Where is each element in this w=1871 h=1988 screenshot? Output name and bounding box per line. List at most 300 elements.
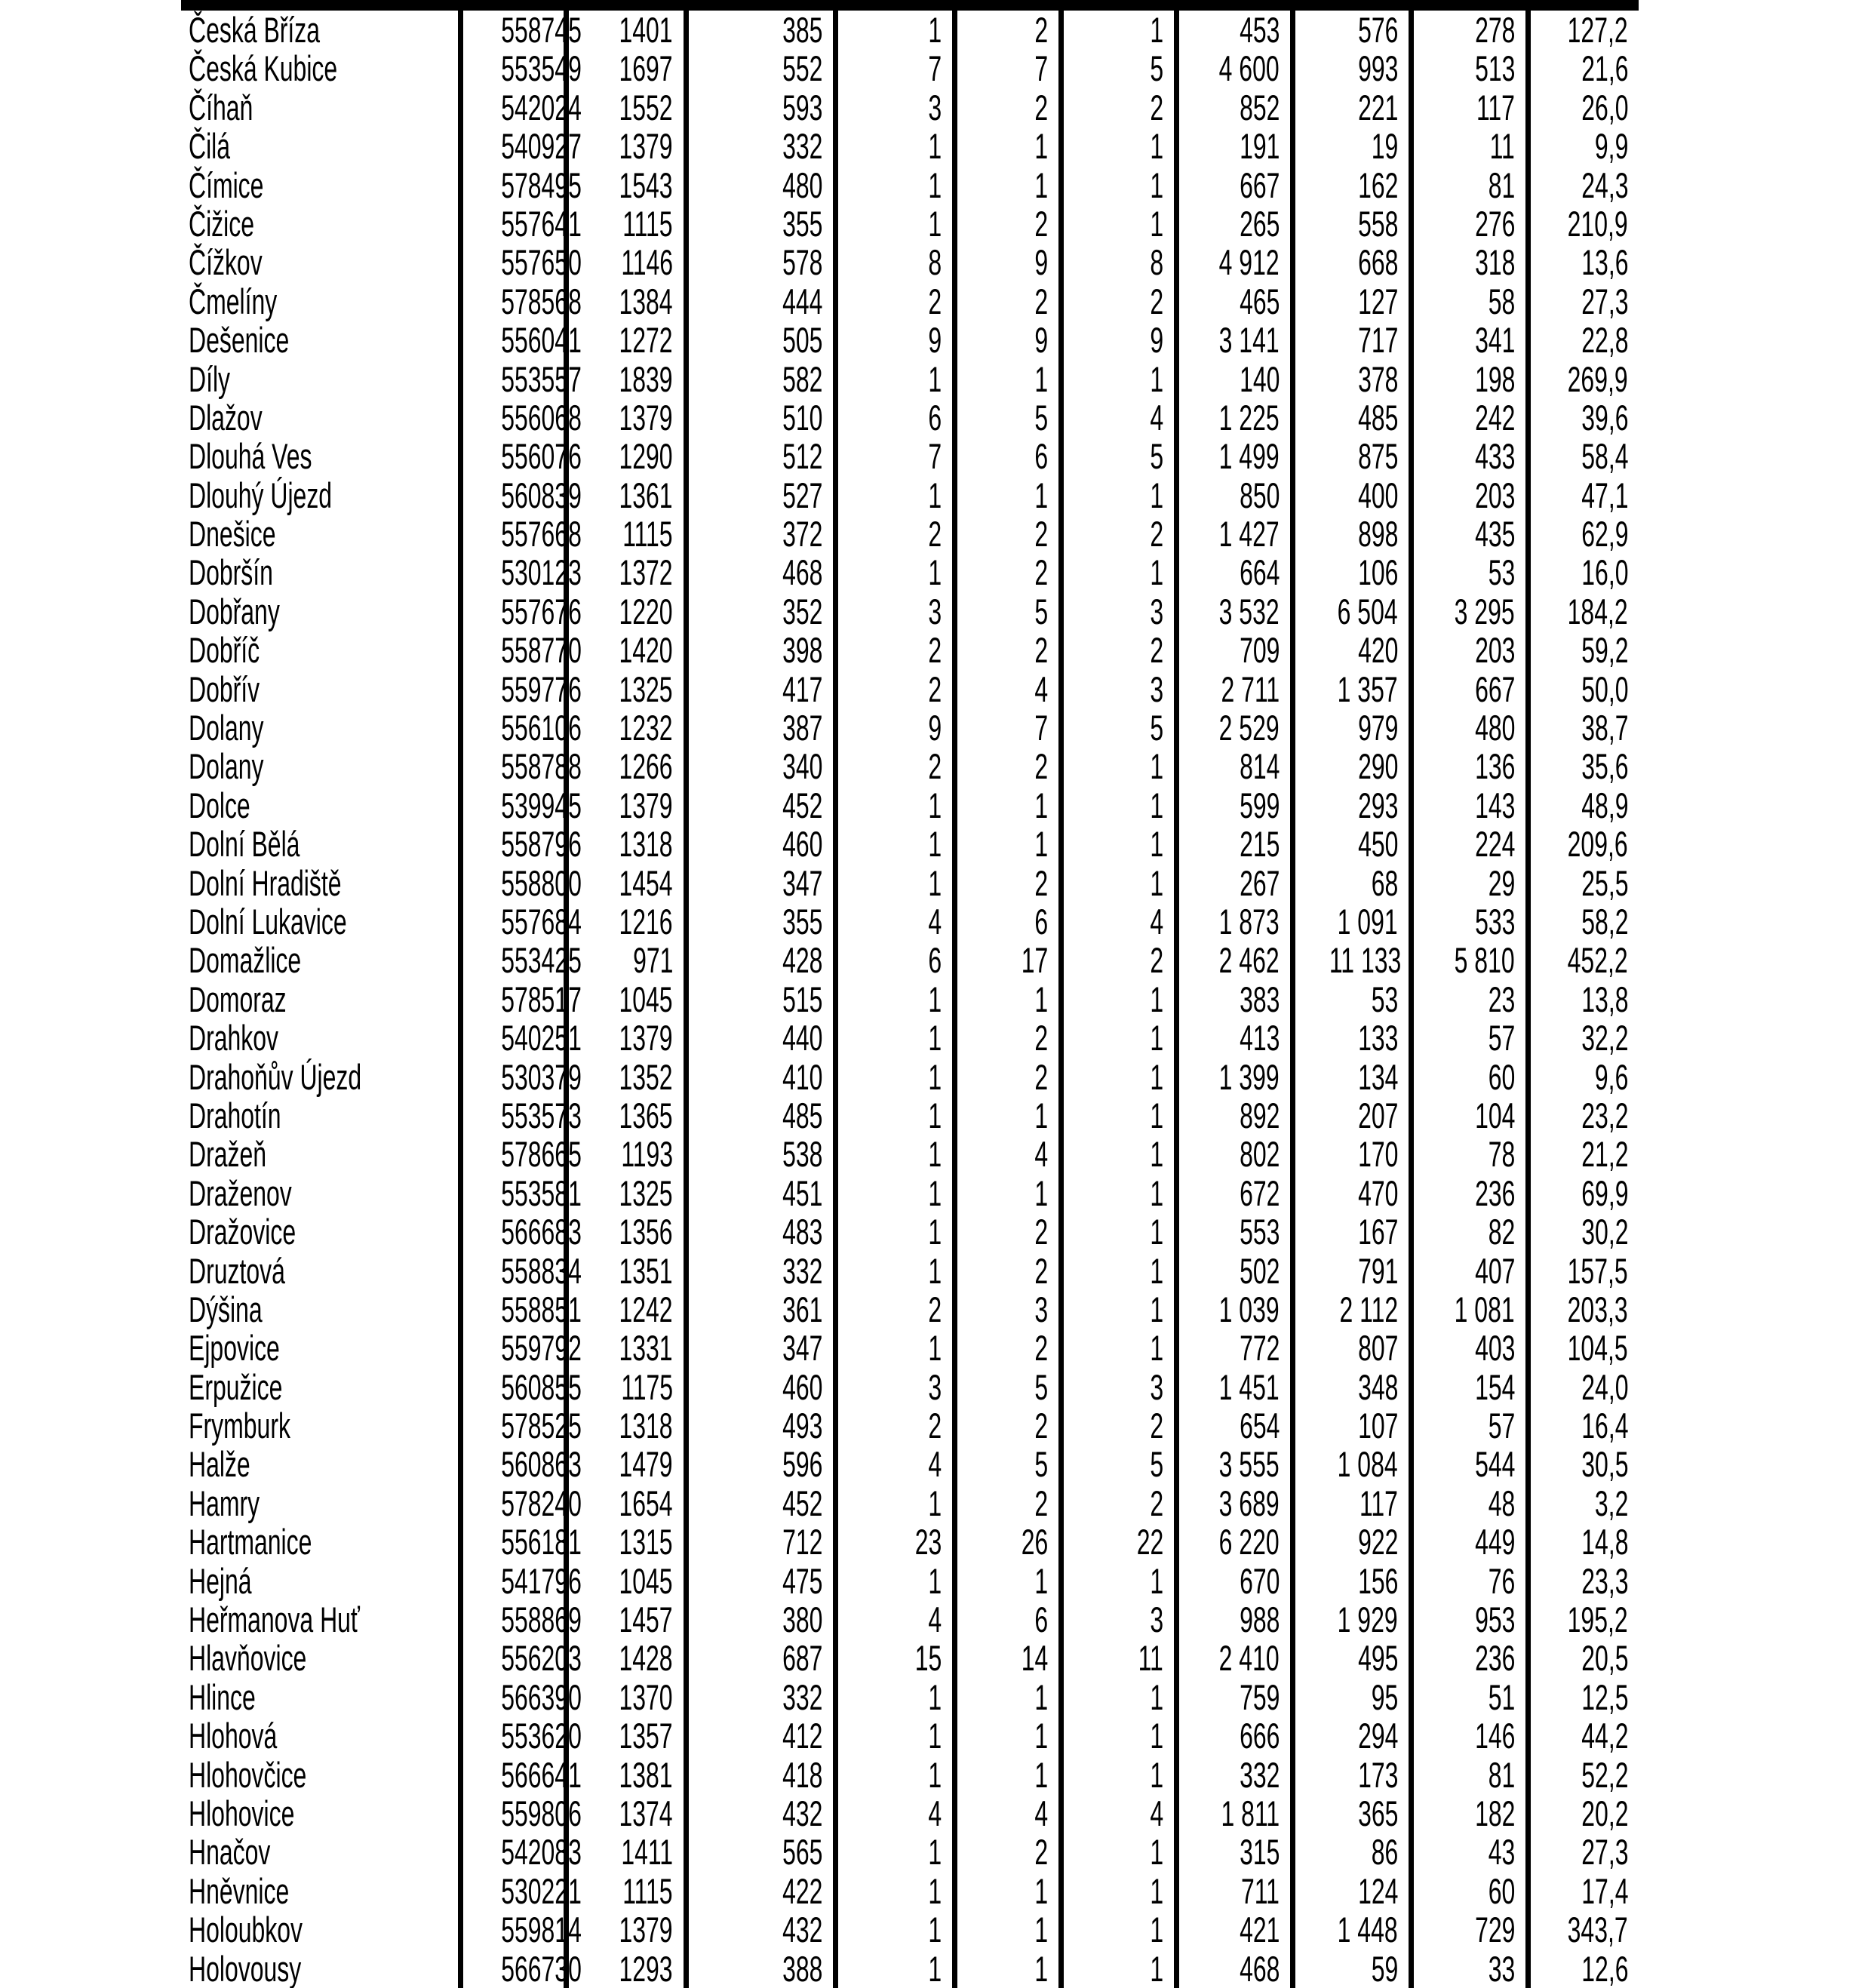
table-row — [181, 902, 1639, 941]
value-cell — [458, 979, 582, 1019]
municipality-name: Dlažov — [189, 397, 263, 438]
value-cell — [458, 824, 582, 865]
cell-value: 385 — [782, 10, 822, 50]
municipality-name: Druztová — [189, 1250, 285, 1291]
cell-value: 68 — [1371, 862, 1398, 903]
cell-value: 1411 — [621, 1832, 673, 1873]
value-cell — [1409, 631, 1525, 669]
municipality-name-cell — [181, 49, 458, 88]
value-cell — [564, 476, 684, 515]
cell-value: 278 — [1474, 10, 1515, 50]
value-cell — [1525, 1910, 1639, 1949]
table-row — [181, 825, 1639, 863]
value-cell — [952, 127, 1058, 165]
cell-value: 470 — [1357, 1172, 1398, 1213]
value-cell — [1058, 515, 1174, 553]
cell-value: 1 — [928, 10, 942, 50]
value-cell — [684, 1252, 833, 1290]
cell-value: 1428 — [619, 1638, 673, 1679]
cell-value: 1 — [928, 1870, 942, 1911]
municipality-name: Dobříč — [189, 630, 260, 671]
value-cell — [1409, 1368, 1525, 1406]
value-cell — [1525, 1833, 1639, 1871]
value-cell — [1409, 1950, 1525, 1988]
cell-value: 12,5 — [1581, 1676, 1628, 1717]
value-cell — [1058, 1212, 1174, 1251]
table-row — [181, 1096, 1639, 1135]
cell-value: 9 — [928, 320, 942, 361]
cell-value: 154 — [1474, 1366, 1515, 1407]
municipality-name: Dobřany — [189, 591, 280, 631]
cell-value: 3,2 — [1594, 1483, 1628, 1523]
municipality-name-cell — [181, 708, 458, 747]
municipality-name-cell — [181, 127, 458, 165]
value-cell — [1290, 902, 1409, 941]
cell-value: 293 — [1357, 785, 1398, 825]
value-cell — [1525, 515, 1639, 553]
value-cell — [1290, 553, 1409, 591]
cell-value: 1 — [1150, 1560, 1163, 1601]
value-cell — [1174, 1135, 1290, 1173]
value-cell — [684, 1329, 833, 1367]
value-cell — [1409, 1910, 1525, 1949]
value-cell — [1525, 1872, 1639, 1910]
cell-value: 1 — [1150, 785, 1163, 825]
cell-value: 729 — [1474, 1910, 1515, 1950]
cell-value: 361 — [782, 1289, 822, 1329]
value-cell — [564, 1678, 684, 1716]
value-cell — [952, 1096, 1058, 1135]
value-cell — [1525, 1135, 1639, 1173]
value-cell — [1525, 1445, 1639, 1483]
value-cell — [1409, 1135, 1525, 1173]
municipality-name: Drahoňův Újezd — [189, 1056, 362, 1097]
value-cell — [458, 1522, 582, 1562]
value-cell — [1058, 1910, 1174, 1949]
cell-value: 558770 — [501, 630, 582, 671]
value-cell — [1290, 670, 1409, 708]
value-cell — [952, 1290, 1058, 1329]
cell-value: 27,3 — [1581, 281, 1628, 321]
cell-value: 444 — [782, 281, 822, 321]
value-cell — [684, 321, 833, 359]
cell-value: 2 — [928, 630, 942, 671]
cell-value: 9 — [1034, 242, 1048, 283]
cell-value: 4 — [1034, 668, 1048, 709]
cell-value: 1 — [1034, 785, 1048, 825]
value-cell — [564, 1716, 684, 1755]
value-cell — [684, 1096, 833, 1135]
cell-value: 9,6 — [1594, 1056, 1628, 1097]
table-row — [181, 708, 1639, 747]
value-cell — [1409, 980, 1525, 1019]
cell-value: 2 — [1034, 552, 1048, 593]
cell-value: 1 448 — [1338, 1910, 1398, 1950]
cell-value: 2 — [1034, 1832, 1048, 1873]
cell-value: 1 — [1150, 1948, 1163, 1988]
value-cell — [1409, 864, 1525, 902]
cell-value: 578495 — [501, 164, 582, 205]
cell-value: 1216 — [619, 901, 673, 942]
cell-value: 553573 — [501, 1095, 582, 1135]
value-cell — [1525, 747, 1639, 785]
value-cell — [564, 708, 684, 747]
cell-value: 553 — [1239, 1212, 1280, 1252]
value-cell — [833, 398, 952, 437]
cell-value: 483 — [782, 1212, 822, 1252]
value-cell — [1290, 1406, 1409, 1445]
value-cell — [833, 631, 952, 669]
cell-value: 566730 — [501, 1948, 582, 1988]
municipality-name-cell — [181, 1794, 458, 1833]
municipality-name-cell — [181, 437, 458, 475]
cell-value: 17,4 — [1581, 1870, 1628, 1911]
value-cell — [1290, 1600, 1409, 1639]
cell-value: 1 — [928, 1754, 942, 1795]
value-cell — [458, 1716, 582, 1756]
municipality-name-cell — [181, 980, 458, 1019]
table-row — [181, 88, 1639, 127]
value-cell — [833, 11, 952, 49]
municipality-name-cell — [181, 243, 458, 281]
value-cell — [458, 591, 582, 631]
cell-value: 1365 — [619, 1095, 673, 1135]
value-cell — [1525, 282, 1639, 321]
value-cell — [1525, 1678, 1639, 1716]
cell-value: 2 — [1034, 203, 1048, 244]
cell-value: 3 — [928, 1366, 942, 1407]
value-cell — [952, 1174, 1058, 1212]
table-row — [181, 515, 1639, 553]
value-cell — [1525, 437, 1639, 475]
cell-value: 1352 — [619, 1056, 673, 1097]
municipality-name: Dnešice — [189, 514, 276, 555]
cell-value: 372 — [782, 514, 822, 555]
value-cell — [1174, 127, 1290, 165]
value-cell — [1409, 398, 1525, 437]
cell-value: 143 — [1474, 785, 1515, 825]
cell-value: 5 810 — [1455, 940, 1515, 981]
value-cell — [952, 1252, 1058, 1290]
cell-value: 387 — [782, 708, 822, 748]
cell-value: 2 — [1034, 1056, 1048, 1097]
cell-value: 7 — [928, 48, 942, 89]
value-cell — [833, 864, 952, 902]
value-cell — [1058, 902, 1174, 941]
cell-value: 6 504 — [1338, 591, 1398, 631]
cell-value: 1 — [928, 1560, 942, 1601]
cell-value: 1 — [1150, 358, 1163, 399]
value-cell — [1058, 1872, 1174, 1910]
municipality-name: Draženov — [189, 1172, 292, 1213]
value-cell — [1058, 1833, 1174, 1871]
value-cell — [1174, 980, 1290, 1019]
municipality-name: Dolní Hradiště — [189, 862, 342, 903]
cell-value: 2 — [1150, 1406, 1163, 1446]
cell-value: 1384 — [619, 281, 673, 321]
value-cell — [1058, 1019, 1174, 1057]
value-cell — [684, 1058, 833, 1096]
cell-value: 60 — [1488, 1870, 1515, 1911]
cell-value: 315 — [1239, 1832, 1280, 1873]
value-cell — [1174, 864, 1290, 902]
value-cell — [684, 902, 833, 941]
value-cell — [458, 1212, 582, 1252]
value-cell — [1058, 1329, 1174, 1367]
cell-value: 850 — [1239, 475, 1280, 515]
cell-value: 157,5 — [1568, 1250, 1628, 1291]
table-row — [181, 1756, 1639, 1794]
value-cell — [1058, 360, 1174, 398]
value-cell — [1409, 1212, 1525, 1251]
value-cell — [684, 360, 833, 398]
value-cell — [833, 1290, 952, 1329]
value-cell — [952, 864, 1058, 902]
cell-value: 48 — [1488, 1483, 1515, 1523]
cell-value: 19 — [1371, 126, 1398, 167]
value-cell — [1409, 1252, 1525, 1290]
cell-value: 1 — [928, 164, 942, 205]
table-row — [181, 398, 1639, 437]
value-cell — [684, 1174, 833, 1212]
cell-value: 133 — [1357, 1018, 1398, 1059]
municipality-name-cell — [181, 1406, 458, 1445]
value-cell — [952, 1562, 1058, 1600]
cell-value: 26 — [1021, 1522, 1048, 1562]
value-cell — [1174, 1329, 1290, 1367]
cell-value: 7 — [928, 436, 942, 477]
value-cell — [1290, 1716, 1409, 1755]
cell-value: 1370 — [619, 1676, 673, 1717]
value-cell — [458, 552, 582, 593]
cell-value: 451 — [782, 1172, 822, 1213]
value-cell — [1409, 1562, 1525, 1600]
table-row — [181, 437, 1639, 475]
table-row — [181, 321, 1639, 359]
value-cell — [1290, 708, 1409, 747]
value-cell — [564, 1096, 684, 1135]
value-cell — [458, 1095, 582, 1135]
table-row — [181, 1019, 1639, 1057]
value-cell — [458, 1289, 582, 1329]
cell-value: 3 — [1150, 1366, 1163, 1407]
municipality-name-cell — [181, 670, 458, 708]
value-cell — [1058, 1794, 1174, 1833]
value-cell — [564, 398, 684, 437]
value-cell — [564, 941, 684, 979]
municipality-name: Hlohovčice — [189, 1754, 307, 1795]
value-cell — [1058, 825, 1174, 863]
value-cell — [458, 203, 582, 244]
value-cell — [564, 1756, 684, 1794]
value-cell — [564, 1329, 684, 1367]
cell-value: 6 220 — [1219, 1522, 1280, 1562]
cell-value: 1 — [928, 1832, 942, 1873]
value-cell — [833, 1135, 952, 1173]
value-cell — [1174, 1484, 1290, 1522]
cell-value: 2 — [1034, 1328, 1048, 1369]
value-cell — [1525, 631, 1639, 669]
cell-value: 667 — [1474, 668, 1515, 709]
cell-value: 1 399 — [1219, 1056, 1280, 1097]
municipality-name: Hlavňovice — [189, 1638, 307, 1679]
cell-value: 59,2 — [1581, 630, 1628, 671]
cell-value: 558800 — [501, 862, 582, 903]
value-cell — [458, 436, 582, 477]
value-cell — [564, 1212, 684, 1251]
cell-value: 2 — [1034, 1018, 1048, 1059]
cell-value: 1115 — [622, 1870, 673, 1911]
table-row — [181, 49, 1639, 88]
cell-value: 475 — [782, 1560, 822, 1601]
value-cell — [833, 88, 952, 127]
cell-value: 332 — [782, 126, 822, 167]
value-cell — [1290, 1329, 1409, 1367]
cell-value: 814 — [1239, 746, 1280, 787]
cell-value: 2 — [928, 281, 942, 321]
cell-value: 276 — [1474, 203, 1515, 244]
cell-value: 1351 — [619, 1250, 673, 1291]
value-cell — [1409, 1290, 1525, 1329]
value-cell — [1290, 1445, 1409, 1483]
value-cell — [833, 1252, 952, 1290]
value-cell — [458, 1870, 582, 1911]
cell-value: 1 — [928, 1134, 942, 1175]
value-cell — [1174, 747, 1290, 785]
value-cell — [564, 786, 684, 825]
value-cell — [1290, 1368, 1409, 1406]
cell-value: 2 462 — [1219, 940, 1280, 981]
cell-value: 1 — [928, 785, 942, 825]
value-cell — [1290, 1872, 1409, 1910]
municipality-name-cell — [181, 88, 458, 127]
value-cell — [952, 1368, 1058, 1406]
municipality-name: Holoubkov — [189, 1910, 303, 1950]
value-cell — [1058, 1406, 1174, 1445]
cell-value: 355 — [782, 901, 822, 942]
cell-value: 3 532 — [1219, 591, 1280, 631]
value-cell — [1409, 282, 1525, 321]
value-cell — [952, 1678, 1058, 1716]
value-cell — [564, 360, 684, 398]
value-cell — [684, 127, 833, 165]
cell-value: 1325 — [619, 668, 673, 709]
cell-value: 3 — [928, 591, 942, 631]
cell-value: 2 — [1034, 87, 1048, 128]
table-row — [181, 1290, 1639, 1329]
value-cell — [1058, 243, 1174, 281]
value-cell — [833, 1368, 952, 1406]
value-cell — [1409, 360, 1525, 398]
cell-value: 759 — [1239, 1676, 1280, 1717]
cell-value: 1115 — [622, 514, 673, 555]
table-row — [181, 786, 1639, 825]
value-cell — [1525, 360, 1639, 398]
value-cell — [684, 1212, 833, 1251]
value-cell — [1290, 825, 1409, 863]
value-cell — [458, 281, 582, 321]
value-cell — [1174, 1794, 1290, 1833]
cell-value: 9,9 — [1594, 126, 1628, 167]
cell-value: 1 — [1150, 1250, 1163, 1291]
value-cell — [458, 126, 582, 167]
cell-value: 1 — [1150, 1832, 1163, 1873]
cell-value: 410 — [782, 1056, 822, 1097]
value-cell — [458, 1250, 582, 1291]
value-cell — [564, 1639, 684, 1677]
cell-value: 23 — [1488, 979, 1515, 1019]
municipality-name: Dolní Bělá — [189, 824, 300, 865]
table-row — [181, 1135, 1639, 1173]
cell-value: 3 — [1150, 591, 1163, 631]
cell-value: 502 — [1239, 1250, 1280, 1291]
cell-value: 9 — [1034, 320, 1048, 361]
municipality-name-cell — [181, 11, 458, 49]
cell-value: 124 — [1357, 1870, 1398, 1911]
value-cell — [458, 1676, 582, 1717]
municipality-name: Dolní Lukavice — [189, 901, 347, 942]
cell-value: 86 — [1371, 1832, 1398, 1873]
value-cell — [833, 941, 952, 979]
cell-value: 1 427 — [1219, 514, 1280, 555]
cell-value: 712 — [782, 1522, 822, 1562]
value-cell — [1525, 1212, 1639, 1251]
value-cell — [952, 1522, 1058, 1561]
cell-value: 398 — [782, 630, 822, 671]
cell-value: 1 — [1150, 164, 1163, 205]
value-cell — [1290, 941, 1409, 979]
municipality-name: Česká Bříza — [189, 10, 321, 50]
cell-value: 1 — [928, 1948, 942, 1988]
value-cell — [833, 1639, 952, 1677]
cell-value: 16,4 — [1581, 1406, 1628, 1446]
cell-value: 43 — [1488, 1832, 1515, 1873]
cell-value: 1 — [1034, 979, 1048, 1019]
cell-value: 173 — [1357, 1754, 1398, 1795]
value-cell — [1525, 1058, 1639, 1096]
value-cell — [1525, 708, 1639, 747]
cell-value: 5 — [1034, 1366, 1048, 1407]
cell-value: 347 — [782, 862, 822, 903]
cell-value: 1654 — [619, 1483, 673, 1523]
value-cell — [1290, 1174, 1409, 1212]
value-cell — [1290, 864, 1409, 902]
cell-value: 556203 — [501, 1638, 582, 1679]
value-cell — [833, 166, 952, 204]
value-cell — [1409, 515, 1525, 553]
value-cell — [833, 786, 952, 825]
value-cell — [952, 1058, 1058, 1096]
cell-value: 558834 — [501, 1250, 582, 1291]
value-cell — [1058, 282, 1174, 321]
cell-value: 1 — [1150, 746, 1163, 787]
cell-value: 1 — [928, 475, 942, 515]
cell-value: 1 — [928, 1018, 942, 1059]
municipality-name-cell — [181, 1950, 458, 1988]
value-cell — [833, 1096, 952, 1135]
cell-value: 971 — [632, 940, 673, 981]
value-cell — [1174, 1600, 1290, 1639]
value-cell — [1058, 437, 1174, 475]
value-cell — [684, 1639, 833, 1677]
cell-value: 1 — [1034, 1716, 1048, 1756]
value-cell — [1525, 49, 1639, 88]
cell-value: 15 — [914, 1638, 942, 1679]
value-cell — [458, 397, 582, 438]
cell-value: 553549 — [501, 48, 582, 89]
cell-value: 557641 — [501, 203, 582, 244]
cell-value: 4 — [1150, 397, 1163, 438]
